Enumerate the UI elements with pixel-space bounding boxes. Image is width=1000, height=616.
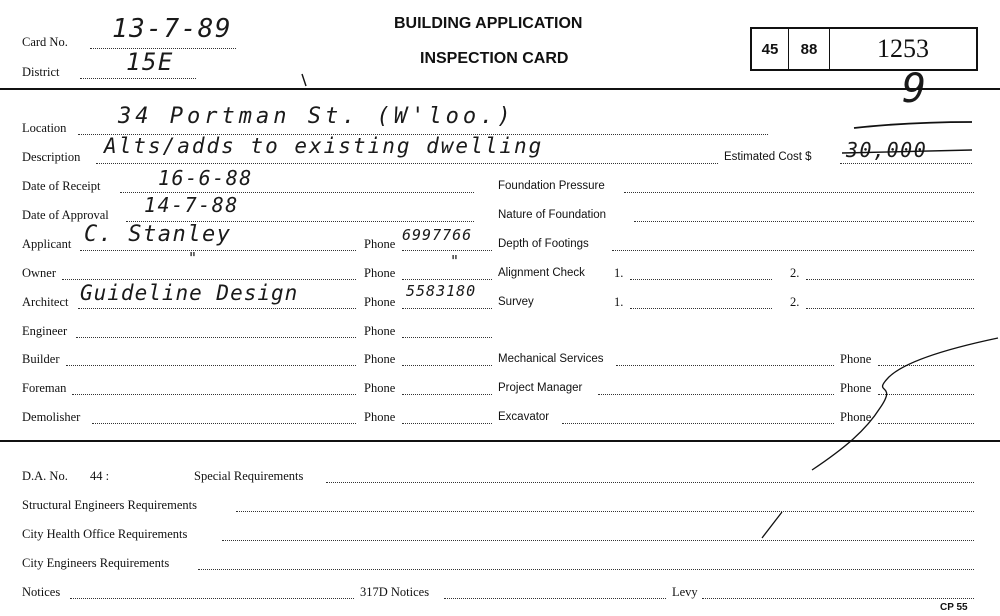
ref-cell-3: 1253: [877, 34, 929, 63]
excavator-label: Excavator: [498, 411, 550, 423]
applicant-label: Applicant: [22, 237, 72, 251]
engineer-phone-label: Phone: [364, 324, 396, 338]
alignment-num2: 2.: [790, 266, 800, 280]
district-label: District: [22, 65, 60, 79]
estimated-cost-label: Estimated Cost $: [724, 151, 812, 163]
levy-label: Levy: [672, 585, 698, 599]
district-value: 15E: [126, 48, 174, 76]
diagonal-check-stroke: [812, 338, 998, 470]
date-approval-value: 14-7-88: [144, 193, 239, 217]
form-title-line1: BUILDING APPLICATION: [394, 15, 583, 32]
foreman-phone-label: Phone: [364, 381, 396, 395]
architect-phone-label: Phone: [364, 295, 396, 309]
ref-cell-2: 88: [789, 29, 830, 69]
estimated-cost-value: 30,000: [846, 138, 928, 162]
project-manager-label: Project Manager: [498, 382, 583, 394]
alignment-num1: 1.: [614, 266, 624, 280]
structural-requirements-label: Structural Engineers Requirements: [22, 498, 197, 512]
da-no-label: D.A. No.: [22, 469, 68, 483]
architect-label: Architect: [22, 295, 69, 309]
demolisher-label: Demolisher: [22, 410, 81, 424]
handwritten-mark: 9: [902, 66, 928, 112]
depth-footings-label: Depth of Footings: [498, 238, 589, 250]
lower-tick-stroke: [762, 512, 782, 538]
architect-value: Guideline Design: [80, 281, 299, 305]
survey-num1: 1.: [614, 295, 624, 309]
date-receipt-value: 16-6-88: [158, 166, 253, 190]
notices-317d-label: 317D Notices: [360, 585, 430, 599]
nature-foundation-label: Nature of Foundation: [498, 209, 607, 221]
da-no-value: 44 :: [90, 469, 110, 483]
location-label: Location: [22, 121, 67, 135]
excavator-phone-label: Phone: [840, 410, 872, 424]
cost-strike-stroke: [842, 150, 972, 153]
card-no-label: Card No.: [22, 35, 68, 49]
applicant-phone-value: 6997766: [402, 226, 473, 244]
applicant-value: C. Stanley: [84, 222, 232, 247]
ref-cell-1: 45: [752, 29, 789, 69]
owner-label: Owner: [22, 266, 57, 280]
description-label: Description: [22, 150, 81, 164]
alignment-check-label: Alignment Check: [498, 267, 585, 279]
date-approval-label: Date of Approval: [22, 208, 109, 222]
health-requirements-label: City Health Office Requirements: [22, 527, 188, 541]
mechanical-services-label: Mechanical Services: [498, 353, 604, 365]
special-requirements-label: Special Requirements: [194, 469, 304, 483]
survey-label: Survey: [498, 296, 534, 308]
mechanical-phone-label: Phone: [840, 352, 872, 366]
demolisher-phone-label: Phone: [364, 410, 396, 424]
location-tick-stroke: [302, 74, 306, 86]
foundation-pressure-label: Foundation Pressure: [498, 180, 605, 192]
card-no-value: 13-7-89: [112, 14, 233, 44]
survey-num2: 2.: [790, 295, 800, 309]
form-title-line2: INSPECTION CARD: [420, 50, 569, 67]
project-manager-phone-label: Phone: [840, 381, 872, 395]
city-engineers-label: City Engineers Requirements: [22, 556, 170, 570]
nine-underline-stroke: [854, 122, 972, 128]
foreman-label: Foreman: [22, 381, 67, 395]
owner-phone-label: Phone: [364, 266, 396, 280]
builder-phone-label: Phone: [364, 352, 396, 366]
date-receipt-label: Date of Receipt: [22, 179, 101, 193]
engineer-label: Engineer: [22, 324, 68, 338]
description-value: Alts/adds to existing dwelling: [104, 134, 544, 158]
owner-value: ": [188, 249, 199, 267]
applicant-phone-label: Phone: [364, 237, 396, 251]
location-value: 34 Portman St. (W'loo.): [118, 104, 515, 129]
form-code: CP 55: [940, 602, 968, 613]
builder-label: Builder: [22, 352, 60, 366]
notices-label: Notices: [22, 585, 61, 599]
owner-phone-value: ": [450, 252, 461, 270]
architect-phone-value: 5583180: [406, 282, 477, 300]
